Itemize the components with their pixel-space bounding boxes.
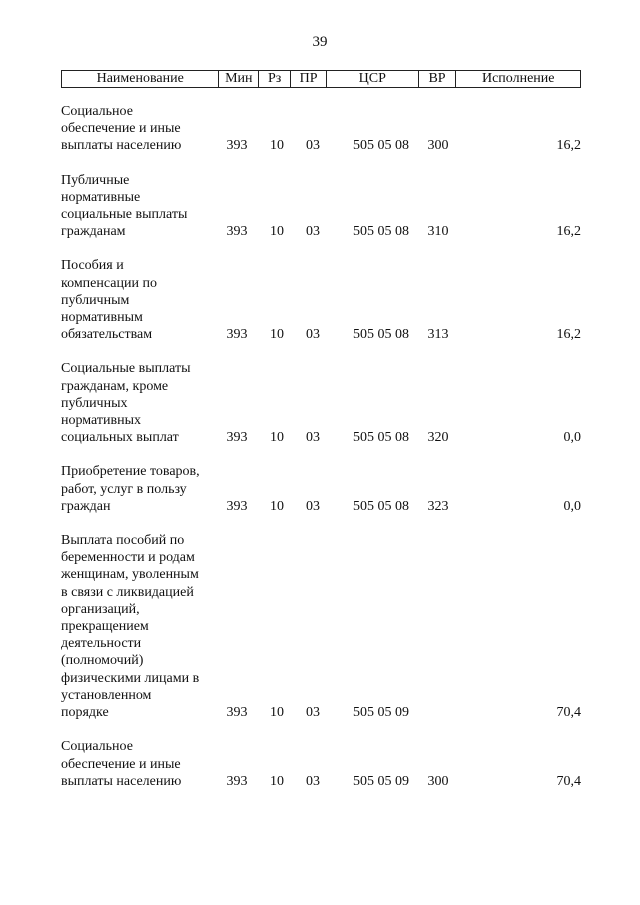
row-rz: 10 — [270, 138, 284, 154]
header-vr: ВР — [419, 71, 457, 87]
row-csr: 505 05 08 — [353, 224, 409, 240]
row-vr: 313 — [427, 327, 449, 343]
row-pr: 03 — [306, 430, 320, 446]
row-name: Социальное обеспечение и иные выплаты населению — [61, 104, 182, 154]
row-isp: 0,0 — [563, 430, 581, 446]
table-header — [61, 70, 581, 88]
table-row — [61, 738, 581, 790]
table-row — [61, 172, 581, 241]
header-csr: ЦСР — [327, 71, 419, 87]
row-rz: 10 — [270, 773, 284, 789]
row-pr: 03 — [306, 224, 320, 240]
row-min: 393 — [226, 430, 248, 446]
row-csr: 505 05 09 — [353, 773, 409, 789]
row-csr: 505 05 08 — [353, 498, 409, 514]
row-name: Социальные выплаты гражданам, кроме публичных нормативных социальных выплат — [61, 361, 191, 446]
table-row — [61, 257, 581, 343]
row-isp: 0,0 — [563, 498, 581, 514]
row-rz: 10 — [270, 498, 284, 514]
row-csr: 505 05 08 — [353, 138, 409, 154]
header-name: Наименование — [62, 71, 219, 87]
table-row — [61, 103, 581, 155]
header-min: Мин — [219, 71, 259, 87]
row-rz: 10 — [270, 705, 284, 721]
row-min: 393 — [226, 138, 248, 154]
row-isp: 16,2 — [556, 224, 581, 240]
row-vr: 300 — [427, 773, 449, 789]
row-name: Приобретение товаров, работ, услуг в пользу граждан — [61, 464, 200, 514]
row-min: 393 — [226, 327, 248, 343]
row-min: 393 — [226, 498, 248, 514]
row-name: Выплата пособий по беременности и родам женщинам, уволенным в связи с ликвидацией организаций, прекращением деятельности (полномочий) физическими лицами в установленном порядке — [61, 533, 200, 721]
table-row — [61, 360, 581, 446]
row-pr: 03 — [306, 773, 320, 789]
table-row — [61, 463, 581, 515]
row-isp: 16,2 — [556, 138, 581, 154]
row-name: Пособия и компенсации по публичным нормативным обязательствам — [61, 258, 157, 343]
table-row — [61, 532, 581, 721]
row-csr: 505 05 08 — [353, 327, 409, 343]
row-name: Публичные нормативные социальные выплаты гражданам — [61, 172, 188, 240]
row-vr: 323 — [427, 498, 449, 514]
row-pr: 03 — [306, 498, 320, 514]
row-min: 393 — [226, 705, 248, 721]
row-pr: 03 — [306, 138, 320, 154]
row-rz: 10 — [270, 430, 284, 446]
row-vr: 320 — [427, 430, 449, 446]
row-vr: 300 — [427, 138, 449, 154]
row-isp: 16,2 — [556, 327, 581, 343]
row-pr: 03 — [306, 327, 320, 343]
row-csr: 505 05 08 — [353, 430, 409, 446]
row-rz: 10 — [270, 327, 284, 343]
row-pr: 03 — [306, 705, 320, 721]
row-csr: 505 05 09 — [353, 705, 409, 721]
header-pr: ПР — [291, 71, 327, 87]
page-number: 39 — [312, 34, 328, 50]
row-min: 393 — [226, 224, 248, 240]
row-rz: 10 — [270, 224, 284, 240]
row-name: Социальное обеспечение и иные выплаты населению — [61, 739, 182, 789]
header-rz: Рз — [259, 71, 291, 87]
row-isp: 70,4 — [556, 773, 581, 789]
row-isp: 70,4 — [556, 705, 581, 721]
row-vr: 310 — [427, 224, 449, 240]
row-min: 393 — [226, 773, 248, 789]
header-isp: Исполнение — [481, 71, 555, 86]
table-body — [61, 103, 581, 807]
